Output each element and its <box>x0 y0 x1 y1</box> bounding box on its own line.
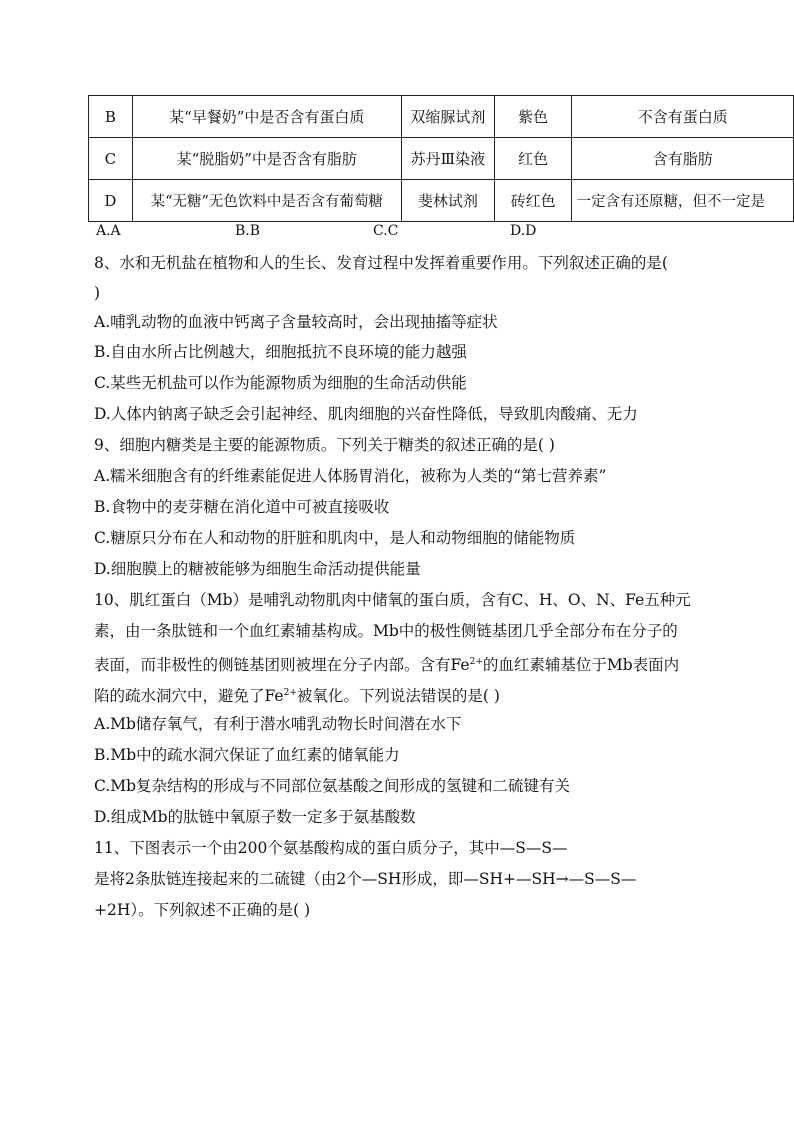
test-item: 某“无糖”无色饮料中是否含有葡萄糖 <box>132 180 401 222</box>
q9-option-b: B.食物中的麦芽糖在消化道中可被直接吸收 <box>94 498 390 516</box>
q9-option-d: D.细胞膜上的糖被能够为细胞生命活动提供能量 <box>94 560 421 578</box>
table-row <box>89 180 794 222</box>
q11-stem-line3: +2H）。下列叙述不正确的是( ) <box>94 901 311 919</box>
q10-line3-text-end: 的血红素辅基位于Mb表面内 <box>482 656 680 674</box>
test-item: 某“脱脂奶”中是否含有脂肪 <box>132 138 401 180</box>
q8-stem: 8、水和无机盐在植物和人的生长、发育过程中发挥着重要作用。下列叙述正确的是( <box>94 254 668 272</box>
q9-option-a: A.糯米细胞含有的纤维素能促进人体肠胃消化，被称为人类的“第七营养素” <box>94 467 607 485</box>
q8-option-d: D.人体内钠离子缺乏会引起神经、肌肉细胞的兴奋性降低，导致肌肉酸痛、无力 <box>94 405 638 423</box>
row-label: B <box>89 96 133 138</box>
q7-option-d: D.D <box>510 223 537 239</box>
test-reagent: 苏丹Ⅲ染液 <box>401 138 494 180</box>
q7-option-a: A.A <box>96 223 121 239</box>
q10-option-b: B.Mb中的疏水洞穴保证了血红素的储氧能力 <box>94 746 400 764</box>
test-reagent: 斐林试剂 <box>401 180 494 222</box>
q8-option-b: B.自由水所占比例越大，细胞抵抗不良环境的能力越强 <box>94 343 467 361</box>
q10-option-d: D.组成Mb的肽链中氧原子数一定多于氨基酸数 <box>94 808 416 826</box>
q10-line3-text: 表面，而非极性的侧链基团则被埋在分子内部。含有Fe <box>94 656 470 674</box>
q8-option-c: C.某些无机盐可以作为能源物质为细胞的生命活动供能 <box>94 374 467 392</box>
q8-option-a: A.哺乳动物的血液中钙离子含量较高时，会出现抽搐等症状 <box>94 313 498 331</box>
q8-stem-end: ) <box>94 284 101 302</box>
q11-stem-line2: 是将2条肽链连接起来的二硫键（由2个—SH形成，即—SH+—SH→—S—S— <box>94 870 637 888</box>
result-color: 砖红色 <box>494 180 572 222</box>
q10-stem-line1: 10、肌红蛋白（Mb）是哺乳动物肌肉中储氧的蛋白质，含有C、H、O、N、Fe五种元 <box>94 591 691 609</box>
q11-stem-line1: 11、下图表示一个由200个氨基酸构成的蛋白质分子，其中—S—S— <box>94 839 568 857</box>
table-row <box>89 96 794 138</box>
q10-stem-line2: 素，由一条肽链和一个血红素辅基构成。Mb中的极性侧链基团几乎全部分布在分子的 <box>94 622 678 640</box>
q10-line4-text: 陷的疏水洞穴中，避免了Fe <box>94 687 284 705</box>
result-color: 红色 <box>494 138 572 180</box>
q7-option-c: C.C <box>373 223 399 239</box>
conclusion: 不含有蛋白质 <box>572 96 794 138</box>
q10-option-a: A.Mb储存氧气，有利于潜水哺乳动物长时间潜在水下 <box>94 715 462 733</box>
fe-charge-superscript: 2+ <box>283 688 297 698</box>
conclusion: 一定含有还原糖，但不一定是 <box>572 180 794 222</box>
q9-stem: 9、细胞内糖类是主要的能源物质。下列关于糖类的叙述正确的是( ) <box>94 436 555 454</box>
q10-stem-line3 <box>94 652 679 675</box>
table-row <box>89 138 794 180</box>
experiment-table <box>88 95 794 222</box>
q7-option-b: B.B <box>235 223 261 239</box>
q9-option-c: C.糖原只分布在人和动物的肝脏和肌肉中，是人和动物细胞的储能物质 <box>94 529 576 547</box>
conclusion: 含有脂肪 <box>572 138 794 180</box>
test-reagent: 双缩脲试剂 <box>401 96 494 138</box>
result-color: 紫色 <box>494 96 572 138</box>
q10-stem-line4 <box>94 683 500 706</box>
test-item: 某“早餐奶”中是否含有蛋白质 <box>132 96 401 138</box>
q10-line4-text-end: 被氧化。下列说法错误的是( ) <box>296 687 500 705</box>
q10-option-c: C.Mb复杂结构的形成与不同部位氨基酸之间形成的氢键和二硫键有关 <box>94 777 571 795</box>
row-label: D <box>89 180 133 222</box>
fe-charge-superscript: 2+ <box>469 657 483 667</box>
row-label: C <box>89 138 133 180</box>
